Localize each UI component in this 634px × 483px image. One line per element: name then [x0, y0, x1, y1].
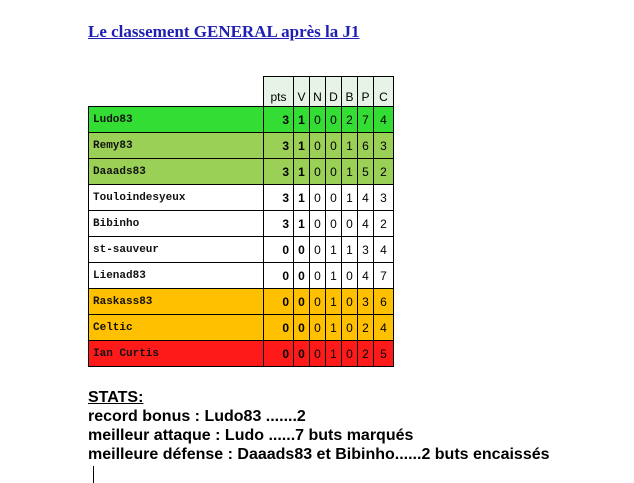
- cell-c: 5: [374, 341, 394, 367]
- cell-v: 0: [294, 289, 310, 315]
- cell-pts: 0: [264, 263, 294, 289]
- cell-b: 1: [342, 159, 358, 185]
- cell-v: 0: [294, 341, 310, 367]
- cell-pts: 0: [264, 289, 294, 315]
- cell-b: 0: [342, 263, 358, 289]
- table-row: [89, 237, 394, 263]
- cell-c: 6: [374, 289, 394, 315]
- cell-p: 3: [358, 237, 374, 263]
- cell-n: 0: [310, 315, 326, 341]
- header-n: N: [310, 77, 326, 107]
- stats-line-defense: meilleure défense : Daaads83 et Bibinho......2 buts encaissés: [88, 446, 550, 463]
- table-row: [89, 185, 394, 211]
- cell-d: 0: [326, 107, 342, 133]
- cell-c: 2: [374, 159, 394, 185]
- cell-n: 0: [310, 237, 326, 263]
- ranking-table: [88, 76, 394, 367]
- cell-v: 0: [294, 263, 310, 289]
- team-name: Raskass83: [89, 289, 264, 315]
- table-row: [89, 133, 394, 159]
- cell-n: 0: [310, 185, 326, 211]
- cell-d: 1: [326, 341, 342, 367]
- cell-d: 1: [326, 315, 342, 341]
- cell-v: 0: [294, 315, 310, 341]
- cell-v: 1: [294, 211, 310, 237]
- cell-b: 0: [342, 315, 358, 341]
- table-header-row: [89, 77, 394, 107]
- header-c: C: [374, 77, 394, 107]
- header-d: D: [326, 77, 342, 107]
- cell-pts: 3: [264, 211, 294, 237]
- cell-p: 3: [358, 289, 374, 315]
- team-name: Bibinho: [89, 211, 264, 237]
- team-name: Daaads83: [89, 159, 264, 185]
- text-cursor: [93, 466, 94, 483]
- cell-d: 1: [326, 289, 342, 315]
- table-row: [89, 289, 394, 315]
- cell-c: 3: [374, 185, 394, 211]
- cell-b: 0: [342, 211, 358, 237]
- cell-n: 0: [310, 211, 326, 237]
- cell-c: 4: [374, 237, 394, 263]
- header-v: V: [294, 77, 310, 107]
- header-blank-cell: [89, 77, 264, 107]
- cell-pts: 0: [264, 341, 294, 367]
- header-pts: pts: [264, 77, 294, 107]
- cell-b: 1: [342, 237, 358, 263]
- cell-c: 3: [374, 133, 394, 159]
- table-row: [89, 159, 394, 185]
- stats-title: STATS:: [88, 389, 144, 406]
- team-name: Ludo83: [89, 107, 264, 133]
- cell-d: 0: [326, 133, 342, 159]
- cell-pts: 0: [264, 237, 294, 263]
- cell-p: 5: [358, 159, 374, 185]
- cell-p: 4: [358, 263, 374, 289]
- cell-d: 1: [326, 237, 342, 263]
- team-name: Remy83: [89, 133, 264, 159]
- cell-v: 0: [294, 237, 310, 263]
- cell-c: 4: [374, 107, 394, 133]
- cell-v: 1: [294, 185, 310, 211]
- stats-line-bonus: record bonus : Ludo83 .......2: [88, 408, 306, 425]
- page-title: Le classement GENERAL après la J1: [88, 22, 360, 41]
- cell-v: 1: [294, 133, 310, 159]
- table-row: [89, 315, 394, 341]
- cell-b: 1: [342, 185, 358, 211]
- cell-pts: 3: [264, 185, 294, 211]
- cell-v: 1: [294, 107, 310, 133]
- table-row: [89, 263, 394, 289]
- cell-d: 0: [326, 211, 342, 237]
- team-name: Lienad83: [89, 263, 264, 289]
- cell-n: 0: [310, 289, 326, 315]
- cell-pts: 3: [264, 159, 294, 185]
- table-row: [89, 211, 394, 237]
- cell-c: 7: [374, 263, 394, 289]
- cell-p: 2: [358, 341, 374, 367]
- table-row: [89, 341, 394, 367]
- cell-pts: 3: [264, 133, 294, 159]
- team-name: Celtic: [89, 315, 264, 341]
- cell-pts: 3: [264, 107, 294, 133]
- cell-b: 0: [342, 341, 358, 367]
- cell-n: 0: [310, 107, 326, 133]
- cell-n: 0: [310, 263, 326, 289]
- header-b: B: [342, 77, 358, 107]
- cell-p: 7: [358, 107, 374, 133]
- cell-b: 2: [342, 107, 358, 133]
- cell-pts: 0: [264, 315, 294, 341]
- cell-c: 2: [374, 211, 394, 237]
- cell-b: 0: [342, 289, 358, 315]
- stats-section: [88, 388, 550, 464]
- cell-d: 0: [326, 159, 342, 185]
- cell-p: 2: [358, 315, 374, 341]
- cell-p: 6: [358, 133, 374, 159]
- stats-line-attack: meilleur attaque : Ludo ......7 buts marqués: [88, 427, 414, 444]
- team-name: st-sauveur: [89, 237, 264, 263]
- team-name: Ian Curtis: [89, 341, 264, 367]
- team-name: Touloindesyeux: [89, 185, 264, 211]
- cell-p: 4: [358, 185, 374, 211]
- cell-c: 4: [374, 315, 394, 341]
- cell-n: 0: [310, 133, 326, 159]
- header-p: P: [358, 77, 374, 107]
- cell-p: 4: [358, 211, 374, 237]
- cell-n: 0: [310, 341, 326, 367]
- cell-b: 1: [342, 133, 358, 159]
- table-row: [89, 107, 394, 133]
- cell-n: 0: [310, 159, 326, 185]
- cell-d: 0: [326, 185, 342, 211]
- cell-v: 1: [294, 159, 310, 185]
- cell-d: 1: [326, 263, 342, 289]
